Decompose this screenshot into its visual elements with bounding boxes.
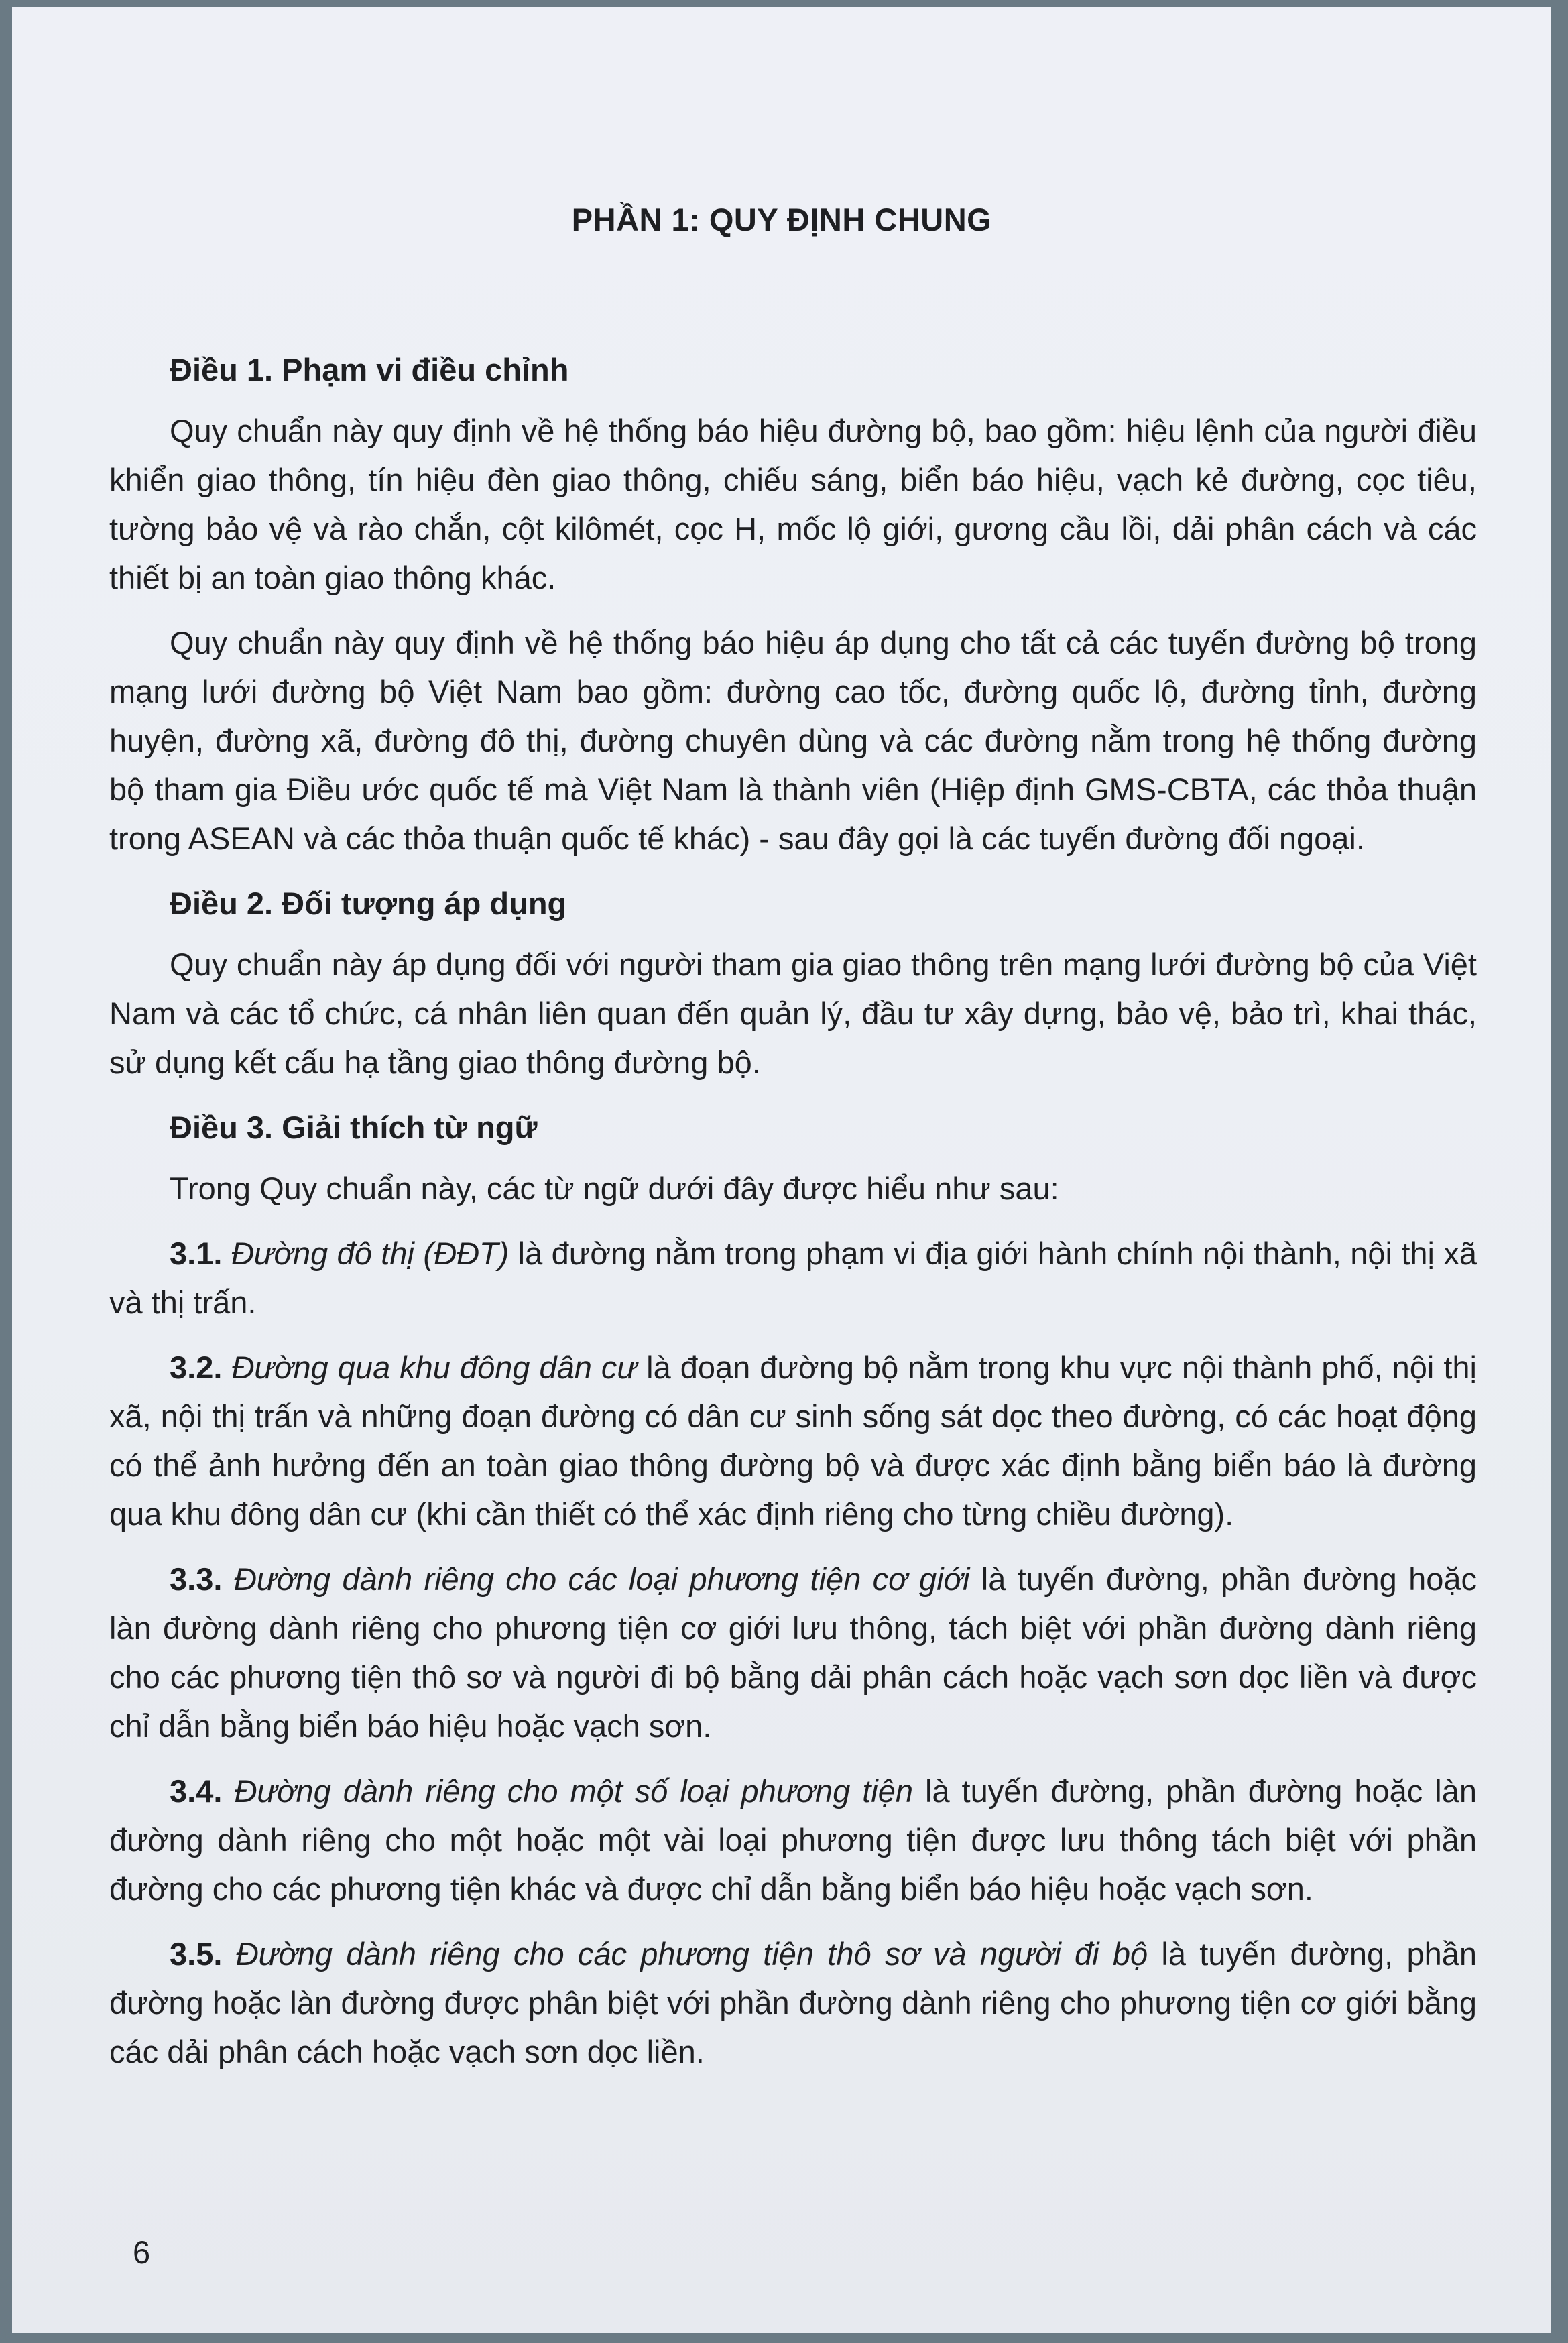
definition-3-2 bbox=[109, 1343, 1477, 1539]
article-1-title: Điều 1. Phạm vi điều chỉnh bbox=[170, 352, 569, 387]
paragraph: Quy chuẩn này quy định về hệ thống báo hiệu áp dụng cho tất cả các tuyến đường bộ trong mạng lưới đường bộ Việt Nam bao gồm: đường cao tốc, đường quốc lộ, đường tỉnh, đường huyện, đường xã, đường đô thị, đường chuyên dùng và các đường nằm trong hệ thống đường bộ tham gia Điều ước quốc tế mà Việt Nam là thành viên (Hiệp định GMS-CBTA, các thỏa thuận trong ASEAN và các thỏa thuận quốc tế khác) - sau đây gọi là các tuyến đường đối ngoại. bbox=[109, 625, 1477, 856]
definition-term: Đường dành riêng cho các phương tiện thô sơ và người đi bộ bbox=[235, 1936, 1148, 1972]
definition-number: 3.5. bbox=[170, 1936, 223, 1972]
definition-3-1 bbox=[109, 1229, 1477, 1327]
definition-3-5 bbox=[109, 1929, 1477, 2076]
definition-number: 3.2. bbox=[170, 1349, 223, 1385]
definition-text: là đoạn đường bộ nằm trong khu vực nội thành phố, nội thị xã, nội thị trấn và những đoạn đường có dân cư sinh sống sát dọc theo đường, có các hoạt động có thể ảnh hưởng đến an toàn giao thông đường bộ và được xác định bằng biển báo là đường qua khu đông dân cư (khi cần thiết có thể xác định riêng cho từng chiều đường). bbox=[109, 1349, 1477, 1532]
definition-text: là tuyến đường, phần đường hoặc làn đường dành riêng cho phương tiện cơ giới lưu thông, tách biệt với phần đường dành riêng cho các phương tiện thô sơ và người đi bộ bằng dải phân cách hoặc vạch sơn dọc liền và được chỉ dẫn bằng biển báo hiệu hoặc vạch sơn. bbox=[109, 1561, 1477, 1744]
definition-number: 3.1. bbox=[170, 1236, 223, 1271]
paragraph: Quy chuẩn này quy định về hệ thống báo hiệu đường bộ, bao gồm: hiệu lệnh của người điều khiển giao thông, tín hiệu đèn giao thông, chiếu sáng, biển báo hiệu, vạch kẻ đường, cọc tiêu, tường bảo vệ và rào chắn, cột kilômét, cọc H, mốc lộ giới, gương cầu lồi, dải phân cách và các thiết bị an toàn giao thông khác. bbox=[109, 413, 1477, 595]
definition-3-3 bbox=[109, 1555, 1477, 1750]
definition-text: là tuyến đường, phần đường hoặc làn đường dành riêng cho một hoặc một vài loại phương tiện được lưu thông tách biệt với phần đường cho các phương tiện khác và được chỉ dẫn bằng biển báo hiệu hoặc vạch sơn. bbox=[109, 1773, 1477, 1907]
definition-term: Đường dành riêng cho các loại phương tiện cơ giới bbox=[233, 1561, 970, 1597]
definition-number: 3.3. bbox=[170, 1561, 223, 1597]
article-3-intro: Trong Quy chuẩn này, các từ ngữ dưới đây được hiểu như sau: bbox=[170, 1170, 1059, 1206]
definition-text: là đường nằm trong phạm vi địa giới hành chính nội thành, nội thị xã và thị trấn. bbox=[109, 1236, 1477, 1320]
definition-text: là tuyến đường, phần đường hoặc làn đường được phân biệt với phần đường dành riêng cho phương tiện cơ giới bằng các dải phân cách hoặc vạch sơn dọc liền. bbox=[109, 1936, 1477, 2069]
article-2-title: Điều 2. Đối tượng áp dụng bbox=[170, 886, 567, 921]
definition-term: Đường qua khu đông dân cư bbox=[231, 1349, 638, 1385]
article-3-title: Điều 3. Giải thích từ ngữ bbox=[170, 1109, 538, 1145]
definition-number: 3.4. bbox=[170, 1773, 223, 1809]
page-content bbox=[109, 345, 1477, 2092]
definition-3-4 bbox=[109, 1766, 1477, 1913]
definition-term: Đường dành riêng cho một số loại phương tiện bbox=[234, 1773, 914, 1809]
document-page bbox=[12, 7, 1551, 2333]
paragraph: Quy chuẩn này áp dụng đối với người tham gia giao thông trên mạng lưới đường bộ của Việt Nam và các tổ chức, cá nhân liên quan đến quản lý, đầu tư xây dựng, bảo vệ, bảo trì, khai thác, sử dụng kết cấu hạ tầng giao thông đường bộ. bbox=[109, 947, 1477, 1080]
definition-term: Đường đô thị (ĐĐT) bbox=[231, 1236, 509, 1271]
page-number: 6 bbox=[133, 2234, 151, 2270]
section-heading: PHẦN 1: QUY ĐỊNH CHUNG bbox=[571, 202, 992, 237]
